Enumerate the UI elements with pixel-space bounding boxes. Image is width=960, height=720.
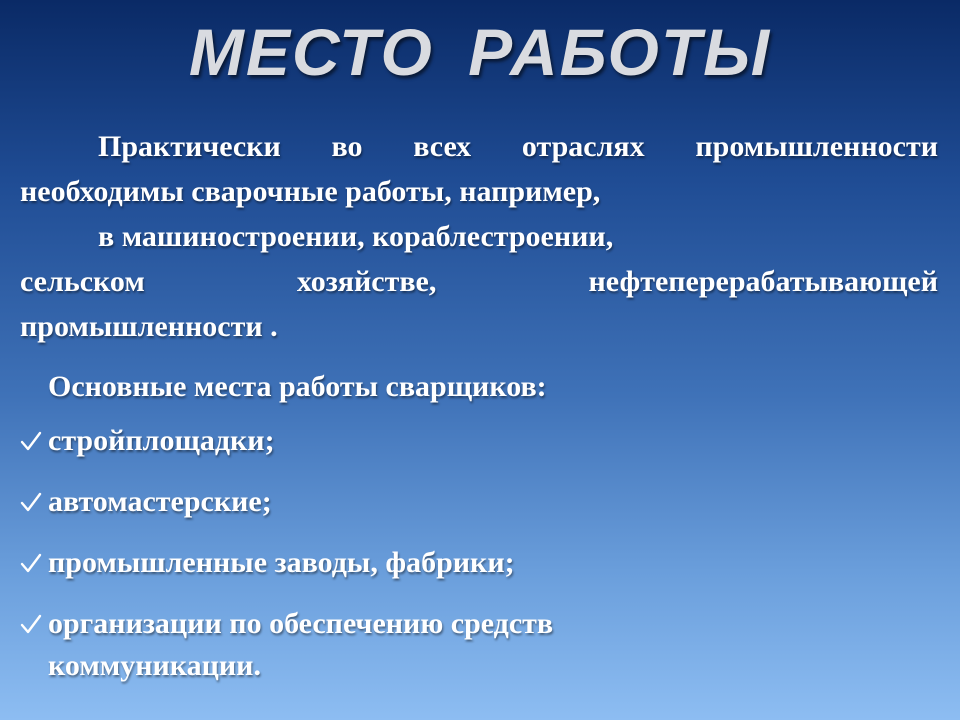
intro-paragraph [20,124,938,349]
paragraph-line: промышленности . [20,310,278,343]
slide-title: МЕСТО РАБОТЫ [188,15,772,89]
paragraph-line: Практически во всех отраслях промышленности [98,130,938,163]
workplaces-subheading: Основные места работы сварщиков: [48,370,547,403]
checkmark-icon [20,613,44,635]
list-item [20,603,940,687]
paragraph-line: необходимы сварочные работы, например, [20,175,601,208]
list-item [20,481,940,523]
list-item-text: организации по обеспечению средств коммуникации. [48,607,554,682]
paragraph-line: сельском хозяйстве, нефтеперерабатывающей [20,265,938,298]
list-item-text: автомастерские; [48,485,272,518]
list-item-text: стройплощадки; [48,424,275,457]
checkmark-icon [20,552,44,574]
workplaces-list [20,420,940,706]
paragraph-line: в машиностроении, кораблестроении, [98,220,614,253]
checkmark-icon [20,430,44,452]
list-item [20,420,940,462]
checkmark-icon [20,491,44,513]
list-item-text: промышленные заводы, фабрики; [48,546,515,579]
list-item [20,542,940,584]
